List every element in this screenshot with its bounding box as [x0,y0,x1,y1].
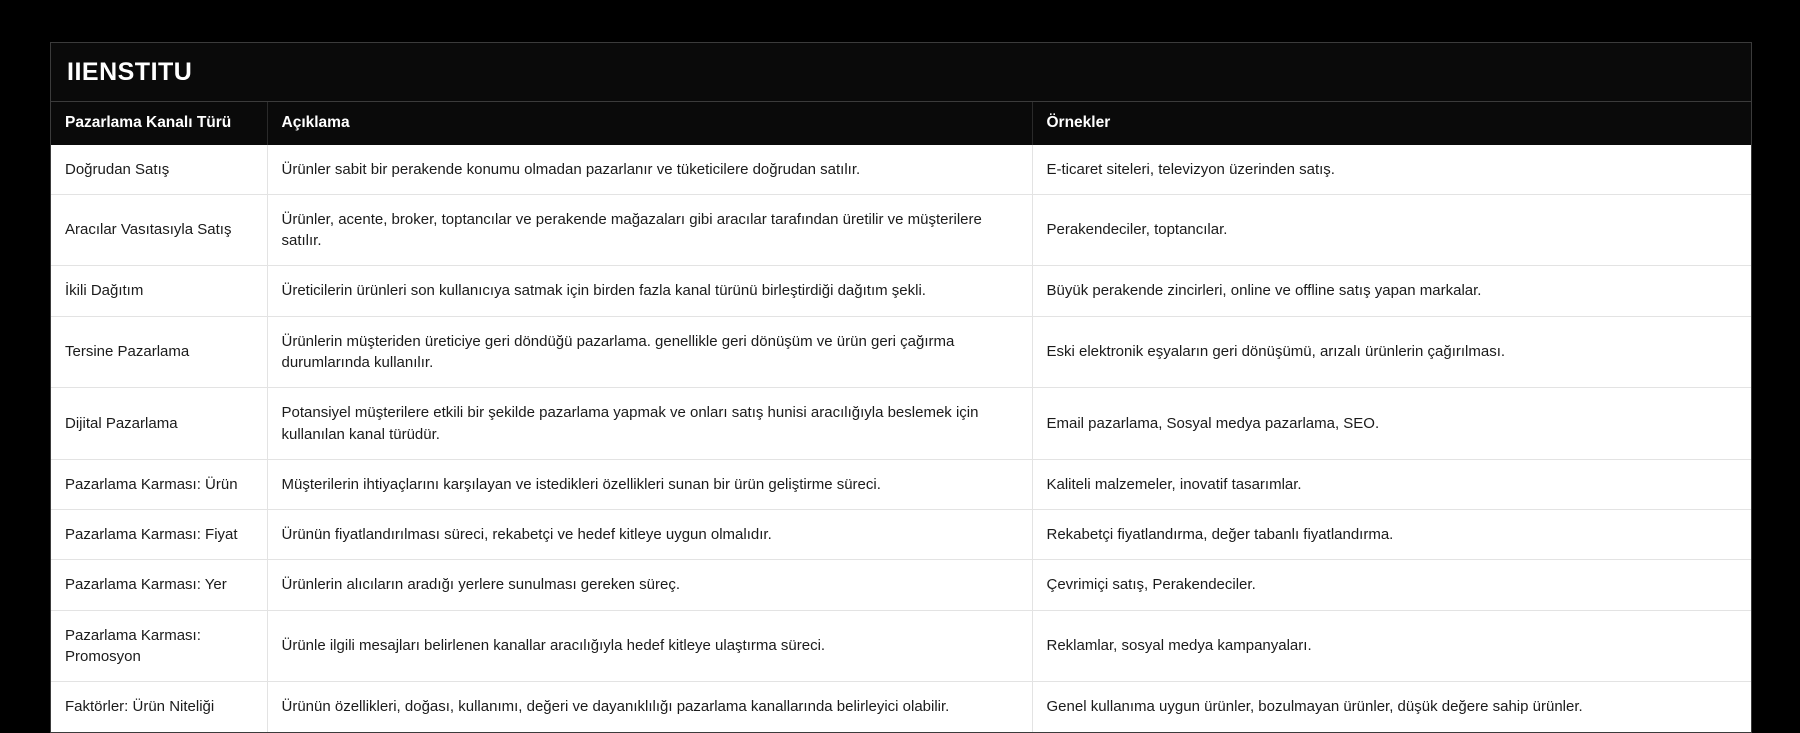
marketing-channels-table [51,102,1752,732]
cell-examples: Perakendeciler, toptancılar. [1032,194,1752,266]
cell-examples: E-ticaret siteleri, televizyon üzerinden satış. [1032,145,1752,195]
cell-description: Ürünlerin alıcıların aradığı yerlere sunulması gereken süreç. [267,560,1032,610]
cell-examples: Reklamlar, sosyal medya kampanyaları. [1032,610,1752,682]
table-row [51,610,1752,682]
cell-examples: Email pazarlama, Sosyal medya pazarlama, SEO. [1032,388,1752,460]
table-row [51,459,1752,509]
cell-examples: Çevrimiçi satış, Perakendeciler. [1032,560,1752,610]
cell-channel-type: İkili Dağıtım [51,266,267,316]
cell-examples: Genel kullanıma uygun ürünler, bozulmayan ürünler, düşük değere sahip ürünler. [1032,682,1752,732]
cell-channel-type: Pazarlama Karması: Fiyat [51,510,267,560]
column-header-type: Pazarlama Kanalı Türü [51,102,267,145]
table-header-row [51,102,1752,145]
cell-channel-type: Pazarlama Karması: Yer [51,560,267,610]
cell-description: Ürünle ilgili mesajları belirlenen kanallar aracılığıyla hedef kitleye ulaştırma süreci. [267,610,1032,682]
column-header-examples: Örnekler [1032,102,1752,145]
brand-title: IIENSTITU [67,58,193,86]
brand-bar [51,43,1751,102]
table-row [51,510,1752,560]
table-header [51,102,1752,145]
table-row [51,682,1752,732]
cell-channel-type: Dijital Pazarlama [51,388,267,460]
cell-channel-type: Tersine Pazarlama [51,316,267,388]
cell-description: Ürünün fiyatlandırılması süreci, rekabetçi ve hedef kitleye uygun olmalıdır. [267,510,1032,560]
table-body [51,145,1752,732]
cell-description: Ürünler, acente, broker, toptancılar ve perakende mağazaları gibi aracılar tarafından üretilir ve müşterilere satılır. [267,194,1032,266]
cell-channel-type: Aracılar Vasıtasıyla Satış [51,194,267,266]
column-header-description: Açıklama [267,102,1032,145]
table-row [51,560,1752,610]
cell-description: Potansiyel müşterilere etkili bir şekilde pazarlama yapmak ve onları satış hunisi aracılığıyla beslemek için kullanılan kanal türüdür. [267,388,1032,460]
marketing-channels-table-card [50,42,1752,733]
cell-examples: Eski elektronik eşyaların geri dönüşümü, arızalı ürünlerin çağırılması. [1032,316,1752,388]
table-row [51,194,1752,266]
cell-description: Üreticilerin ürünleri son kullanıcıya satmak için birden fazla kanal türünü birleştirdiği dağıtım şekli. [267,266,1032,316]
cell-description: Ürünün özellikleri, doğası, kullanımı, değeri ve dayanıklılığı pazarlama kanallarında belirleyici olabilir. [267,682,1032,732]
table-row [51,266,1752,316]
cell-description: Müşterilerin ihtiyaçlarını karşılayan ve istedikleri özellikleri sunan bir ürün geliştirme süreci. [267,459,1032,509]
cell-channel-type: Pazarlama Karması: Ürün [51,459,267,509]
table-row [51,316,1752,388]
cell-description: Ürünlerin müşteriden üreticiye geri döndüğü pazarlama. genellikle geri dönüşüm ve ürün geri çağırma durumlarında kullanılır. [267,316,1032,388]
table-row [51,145,1752,195]
cell-description: Ürünler sabit bir perakende konumu olmadan pazarlanır ve tüketicilere doğrudan satılır. [267,145,1032,195]
cell-examples: Büyük perakende zincirleri, online ve offline satış yapan markalar. [1032,266,1752,316]
cell-channel-type: Faktörler: Ürün Niteliği [51,682,267,732]
cell-channel-type: Pazarlama Karması: Promosyon [51,610,267,682]
cell-channel-type: Doğrudan Satış [51,145,267,195]
table-row [51,388,1752,460]
cell-examples: Rekabetçi fiyatlandırma, değer tabanlı fiyatlandırma. [1032,510,1752,560]
cell-examples: Kaliteli malzemeler, inovatif tasarımlar. [1032,459,1752,509]
